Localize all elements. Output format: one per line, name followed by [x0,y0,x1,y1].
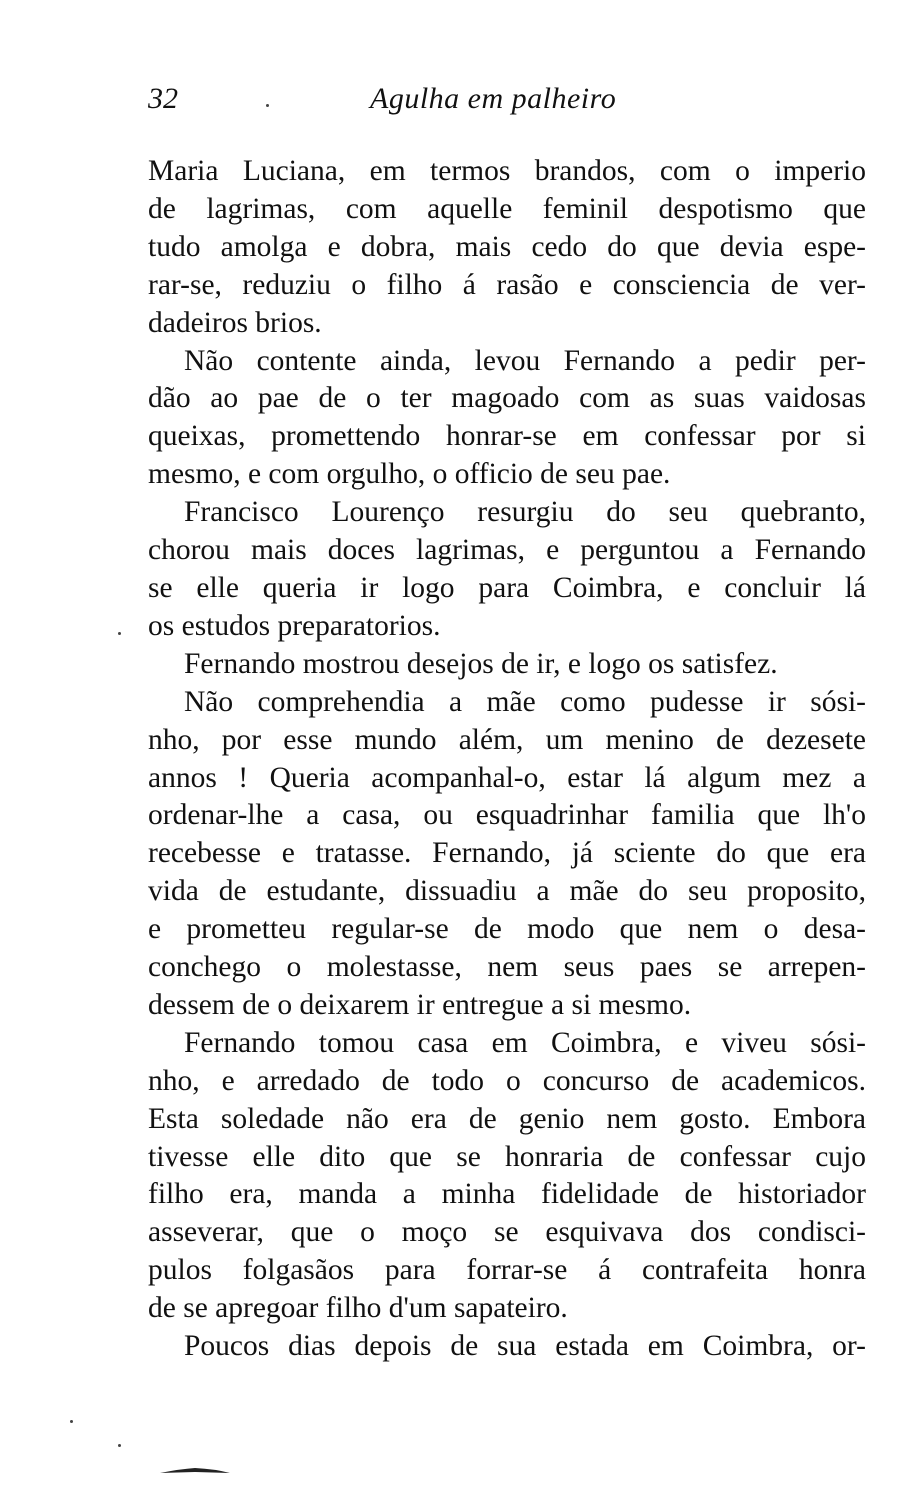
print-speck [70,1420,73,1423]
running-title: Agulha em palheiro [370,82,617,115]
paragraph [148,494,866,646]
text-line: dessem de o deixarem ir entregue a si mesmo. [148,988,692,1021]
text-line: pulos folgasãos para forrar-se á contrafeita honra [148,1254,866,1287]
text-line: conchego o molestasse, nem seus paes se arrepen- [148,951,866,984]
paragraph [148,1328,866,1366]
text-line: tudo amolga e dobra, mais cedo do que devia espe- [148,230,866,263]
text-line: filho era, manda a minha fidelidade de historiador [148,1178,866,1211]
running-head [148,82,868,122]
text-line: Fernando mostrou desejos de ir, e logo os satisfez. [184,647,778,680]
printer-ornament [160,1467,230,1475]
paragraph [148,343,866,495]
text-line: mesmo, e com orgulho, o officio de seu pae. [148,458,671,491]
text-line: asseverar, que o moço se esquivava dos condisci- [148,1216,866,1249]
print-speck [266,104,269,107]
text-line: nho, por esse mundo além, um menino de dezesete [148,723,866,756]
text-line: queixas, promettendo honrar-se em confessar por si [148,420,866,453]
print-speck [118,1444,121,1447]
text-line: Esta soledade não era de genio nem gosto. Embora [148,1102,866,1135]
paragraph [148,684,866,1025]
text-line: recebesse e tratasse. Fernando, já sciente do que era [148,837,866,870]
text-line: de se apregoar filho d'um sapateiro. [148,1292,568,1325]
text-line: Poucos dias depois de sua estada em Coimbra, or- [184,1330,866,1363]
text-line: Não contente ainda, levou Fernando a pedir per- [184,344,866,377]
text-line: de lagrimas, com aquelle feminil despotismo que [148,192,866,225]
print-speck [118,632,121,635]
text-line: Francisco Lourenço resurgiu do seu quebranto, [184,496,866,529]
text-line: tivesse elle dito que se honraria de confessar cujo [148,1140,866,1173]
paragraph [148,1025,866,1328]
text-line: vida de estudante, dissuadiu a mãe do seu proposito, [148,875,866,908]
text-line: os estudos preparatorios. [148,609,441,642]
text-line: se elle queria ir logo para Coimbra, e concluir lá [148,571,866,604]
text-line: nho, e arredado de todo o concurso de academicos. [148,1064,866,1097]
text-line: rar-se, reduziu o filho á rasão e consciencia de ver- [148,268,866,301]
page-number: 32 [148,82,178,115]
body-text [148,153,866,1366]
text-line: dão ao pae de o ter magoado com as suas vaidosas [148,382,866,415]
text-line: Não comprehendia a mãe como pudesse ir sósi- [184,685,866,718]
text-line: annos ! Queria acompanhal-o, estar lá algum mez a [148,761,866,794]
text-line: ordenar-lhe a casa, ou esquadrinhar familia que lh'o [148,799,866,832]
paragraph [148,646,866,684]
text-line: dadeiros brios. [148,306,322,339]
text-line: e prometteu regular-se de modo que nem o desa- [148,913,866,946]
text-line: Fernando tomou casa em Coimbra, e viveu sósi- [184,1026,866,1059]
paragraph [148,153,866,343]
text-line: chorou mais doces lagrimas, e perguntou a Fernando [148,534,866,567]
text-line: Maria Luciana, em termos brandos, com o imperio [148,155,866,187]
